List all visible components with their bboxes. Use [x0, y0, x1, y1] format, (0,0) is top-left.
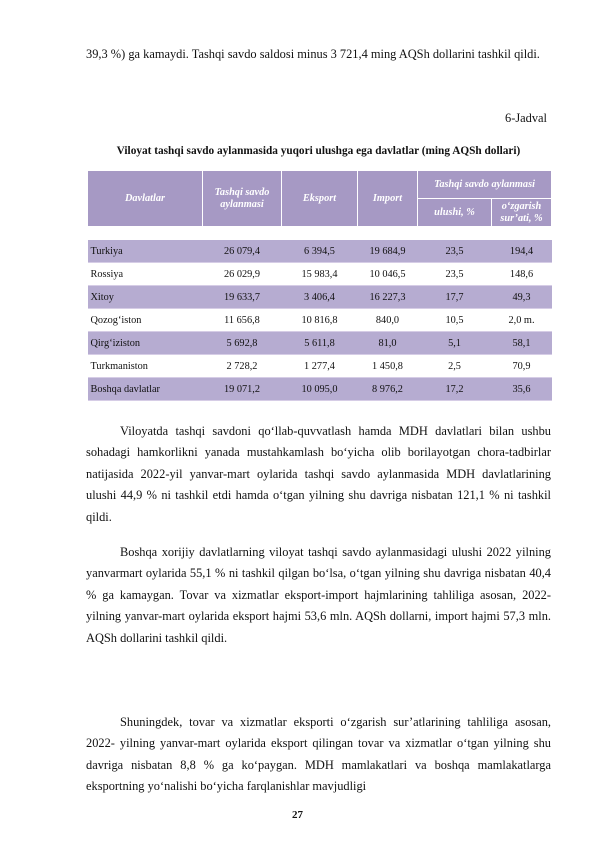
cell-share: 17,7: [418, 286, 492, 309]
cell-country: Boshqa davlatlar: [88, 378, 203, 401]
cell-share: 23,5: [418, 240, 492, 263]
cell-turnover: 26 029,9: [203, 263, 282, 286]
intro-paragraph: 39,3 %) ga kamaydi. Tashqi savdo saldosi minus 3 721,4 ming AQSh dollarini tashkil qildi.: [86, 47, 540, 61]
cell-export: 3 406,4: [282, 286, 358, 309]
table-title: Viloyat tashqi savdo aylanmasida yuqori ulushga ega davlatlar (ming AQSh dollari): [116, 145, 521, 157]
paragraph-export-dynamics: Shuningdek, tovar va xizmatlar eksporti o‘zgarish sur’atlarining tahliliga asosan, 2022- yilning yanvar-mart oylarida eksport qilingan tovar va xizmatlar o‘tgan yilning shu davriga nisbatan 8,8 % ga ko‘paygan. MDH mamlakatlari va boshqa mamlakatlarga eksportning yo‘nalishi bo‘yicha farqlanishlar mavjudligi: [86, 715, 551, 794]
header-turnover: Tashqi savdo aylanmasi: [203, 171, 282, 227]
cell-change: 194,4: [492, 240, 552, 263]
cell-import: 1 450,8: [358, 355, 418, 378]
cell-change: 35,6: [492, 378, 552, 401]
cell-import: 840,0: [358, 309, 418, 332]
table-label: 6-Jadval: [505, 111, 547, 125]
header-import: Import: [358, 171, 418, 227]
header-share: ulushi, %: [418, 199, 492, 227]
header-country: Davlatlar: [88, 171, 203, 227]
table-row: [88, 355, 552, 378]
header-gap: [88, 227, 552, 241]
cell-import: 16 227,3: [358, 286, 418, 309]
cell-share: 2,5: [418, 355, 492, 378]
cell-export: 10 816,8: [282, 309, 358, 332]
cell-change: 2,0 m.: [492, 309, 552, 332]
cell-import: 8 976,2: [358, 378, 418, 401]
cell-turnover: 26 079,4: [203, 240, 282, 263]
cell-export: 10 095,0: [282, 378, 358, 401]
table-row: [88, 240, 552, 263]
paragraph-other-countries: Boshqa xorijiy davlatlarning viloyat tashqi savdo aylanmasidagi ulushi 2022 yilning yanvarmart oylarida 55,1 % ni tashkil qilgan bo‘lsa, o‘tgan yilning shu davriga nisbatan 40,4 % ga kamaygan. Tovar va xizmatlar eksport-import hajmlarining tahliliga asosan, 2022- yilning yanvar-mart oylarida eksport hajmi 53,6 mln. AQSh dollarni, import hajmi 57,3 mln. AQSh dollarini tashkil qildi.: [86, 545, 551, 645]
header-turnover-group: Tashqi savdo aylanmasi: [418, 171, 552, 199]
cell-country: Xitoy: [88, 286, 203, 309]
cell-turnover: 19 633,7: [203, 286, 282, 309]
cell-change: 49,3: [492, 286, 552, 309]
trade-table: [87, 170, 552, 401]
paragraph-cis-share: Viloyatda tashqi savdoni qo‘llab-quvvatlash hamda MDH davlatlari bilan ushbu sohadagi hamkorlikni yanada mustahkamlash bo‘yicha olib borilayotgan chora-tadbirlar natijasida 2022-yil yanvar-mart oylarida tashqi savdo aylanmasida MDH davlatlarining ulushi 44,9 % ni tashkil etdi hamda o‘tgan yilning shu davriga nisbatan 121,1 % ni tashkil qildi.: [86, 424, 551, 524]
cell-turnover: 19 071,2: [203, 378, 282, 401]
cell-country: Qozog‘iston: [88, 309, 203, 332]
cell-change: 70,9: [492, 355, 552, 378]
cell-share: 17,2: [418, 378, 492, 401]
table-row: [88, 378, 552, 401]
cell-turnover: 2 728,2: [203, 355, 282, 378]
cell-share: 23,5: [418, 263, 492, 286]
cell-export: 5 611,8: [282, 332, 358, 355]
table-row: [88, 309, 552, 332]
table-row: [88, 332, 552, 355]
cell-change: 58,1: [492, 332, 552, 355]
cell-export: 6 394,5: [282, 240, 358, 263]
table-row: [88, 286, 552, 309]
header-change: o‘zgarish sur’ati, %: [492, 199, 552, 227]
cell-country: Rossiya: [88, 263, 203, 286]
cell-country: Turkiya: [88, 240, 203, 263]
cell-export: 15 983,4: [282, 263, 358, 286]
table-row: [88, 263, 552, 286]
cell-export: 1 277,4: [282, 355, 358, 378]
page-number: 27: [292, 809, 303, 821]
cell-import: 19 684,9: [358, 240, 418, 263]
cell-share: 5,1: [418, 332, 492, 355]
cell-share: 10,5: [418, 309, 492, 332]
cell-country: Qirg‘iziston: [88, 332, 203, 355]
cell-turnover: 11 656,8: [203, 309, 282, 332]
cell-import: 10 046,5: [358, 263, 418, 286]
table-body: [88, 240, 552, 401]
cell-change: 148,6: [492, 263, 552, 286]
cell-turnover: 5 692,8: [203, 332, 282, 355]
header-export: Eksport: [282, 171, 358, 227]
cell-country: Turkmaniston: [88, 355, 203, 378]
cell-import: 81,0: [358, 332, 418, 355]
